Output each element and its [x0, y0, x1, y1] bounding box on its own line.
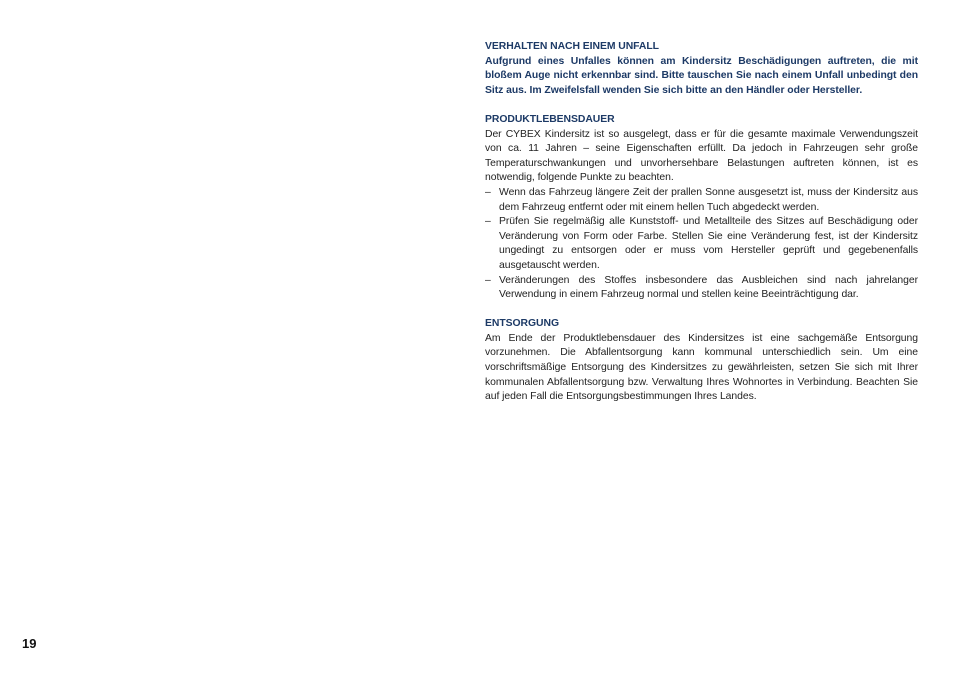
accident-warning-paragraph: Aufgrund eines Unfalles können am Kindersitz Beschädigungen auftreten, die mit bloßem Auge nicht erkennbar sind. Bitte tauschen Sie nach einem Unfall unbedingt den Sitz aus. Im Zweifelsfall wenden Sie sich bitte an den Händler oder Hersteller. [485, 55, 918, 96]
disposal-paragraph: Am Ende der Produktlebensdauer des Kindersitzes ist eine sachgemäße Entsorgung vorzunehmen. Die Abfallentsorgung kann kommunal unterschiedlich sein. Um eine vorschriftsmäßige Entsorgung des Kindersitzes zu gewährleisten, setzen Sie sich mit Ihrer kommunalen Abfallentsorgung bzw. Verwaltung Ihres Wohnortes in Verbindung. Beachten Sie auf jeden Fall die Entsorgungsbestimmungen Ihres Landes. [485, 332, 918, 403]
dash-bullet: – [485, 216, 491, 228]
section-disposal [485, 317, 918, 405]
list-item-text: Prüfen Sie regelmäßig alle Kunststoff- und Metallteile des Sitzes auf Beschädigung oder Veränderung von Form oder Farbe. Stellen Sie eine Veränderung fest, ist der Kindersitz ungedingt zu entsorgen oder er muss vom Hersteller geprüft und gegebenenfalls ausgetauscht werden. [499, 216, 918, 271]
list-item-text: Wenn das Fahrzeug längere Zeit der prallen Sonne ausgesetzt ist, muss der Kindersitz aus dem Fahrzeug entfernt oder mit einem hellen Tuch abgedeckt werden. [499, 186, 918, 213]
list-item [485, 274, 918, 303]
product-lifetime-list [485, 186, 918, 303]
text-column [485, 40, 918, 419]
dash-bullet: – [485, 274, 491, 286]
list-item [485, 186, 918, 215]
dash-bullet: – [485, 186, 491, 198]
section-heading-accident: VERHALTEN NACH EINEM UNFALL [485, 41, 659, 52]
list-item [485, 215, 918, 273]
section-accident [485, 40, 918, 98]
product-lifetime-paragraph: Der CYBEX Kindersitz ist so ausgelegt, dass er für die gesamte maximale Verwendungszeit von ca. 11 Jahren – seine Eigenschaften erfüllt. Da jedoch in Fahrzeugen sehr große Temperaturschwankungen und unvorhersehbare Belastungen auftreten können, ist es notwendig, folgende Punkte zu beachten. [485, 128, 918, 184]
section-product-lifetime [485, 113, 918, 303]
section-heading-product-lifetime: PRODUKTLEBENSDAUER [485, 113, 615, 125]
section-heading-disposal: ENTSORGUNG [485, 318, 559, 330]
page-number: 19 [22, 636, 37, 651]
list-item-text: Veränderungen des Stoffes insbesondere das Ausbleichen sind nach jahrelanger Verwendung in einem Fahrzeug normal und stellen keine Beeinträchtigung dar. [499, 274, 918, 301]
